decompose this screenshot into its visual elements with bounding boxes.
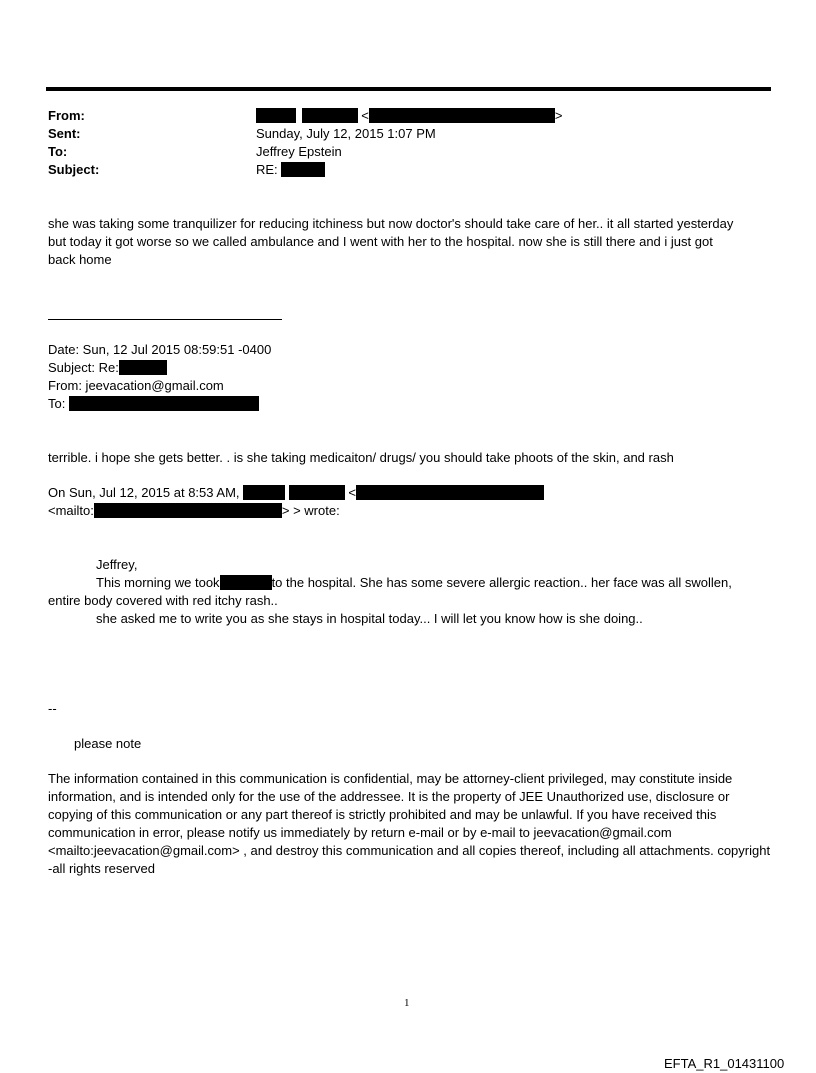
subject-prefix: RE: xyxy=(256,162,278,177)
quoted-subject xyxy=(48,359,167,377)
quoted-date: Date: Sun, 12 Jul 2015 08:59:51 -0400 xyxy=(48,342,272,357)
signature-dashes: -- xyxy=(48,701,57,716)
body-line-1: she was taking some tranquilizer for reducing itchiness but now doctor's should take care of her.. it all started yesterday xyxy=(48,216,734,231)
redaction-block xyxy=(289,485,345,500)
redaction-block xyxy=(94,503,282,518)
redaction-block xyxy=(220,575,272,590)
inner-line-2: entire body covered with red itchy rash.. xyxy=(48,593,278,608)
inner-line-1-suffix: to the hospital. She has some severe allergic reaction.. her face was all swollen, xyxy=(271,575,732,590)
on-wrote-line-1 xyxy=(48,484,544,502)
body-line-3: back home xyxy=(48,252,112,267)
on-prefix: On Sun, Jul 12, 2015 at 8:53 AM, xyxy=(48,485,240,500)
quoted-from: From: jeevacation@gmail.com xyxy=(48,378,224,393)
on-lt: < xyxy=(348,485,356,500)
to-label: To: xyxy=(48,144,68,159)
redaction-block xyxy=(281,162,325,177)
subject-value xyxy=(256,161,325,179)
quote-separator xyxy=(48,319,282,320)
from-label: From: xyxy=(48,108,85,123)
inner-line-1 xyxy=(96,574,732,592)
quoted-to-prefix: To: xyxy=(48,396,66,411)
from-gt: > xyxy=(554,108,563,123)
from-lt: < xyxy=(361,108,369,123)
redaction-block xyxy=(119,360,167,375)
redaction-block xyxy=(302,108,358,123)
subject-label: Subject: xyxy=(48,162,100,177)
redaction-block xyxy=(69,396,259,411)
disclaimer-text: The information contained in this communication is confidential, may be attorney-client privileged, may constitute inside information, and is intended only for the use of the addressee. It is the property of JEE Unauthorized use, disclosure or copying of this communication or any part thereof is strictly prohibited and may be unlawful. If you have received this communication in error, please notify us immediately by return e-mail or by e-mail to jeevacation@gmail.com <mailto:jeevacation@gmail.com> , and destroy this communication and all copies thereof, including all attachments. copyright -all rights reserved xyxy=(48,771,771,876)
redaction-block xyxy=(356,485,544,500)
please-note: please note xyxy=(74,736,142,751)
to-value: Jeffrey Epstein xyxy=(256,144,342,159)
redaction-block xyxy=(243,485,285,500)
mailto-prefix: <mailto: xyxy=(48,503,94,518)
header-top-rule xyxy=(46,87,771,91)
inner-greeting: Jeffrey, xyxy=(96,557,138,572)
quoted-to xyxy=(48,395,259,413)
sent-label: Sent: xyxy=(48,126,81,141)
body-line-2: but today it got worse so we called ambulance and I went with her to the hospital. now she is still there and i just got xyxy=(48,234,713,249)
inner-line-1-prefix: This morning we took xyxy=(96,575,220,590)
sent-value: Sunday, July 12, 2015 1:07 PM xyxy=(256,126,436,141)
on-wrote-line-2 xyxy=(48,502,340,520)
redaction-block xyxy=(256,108,296,123)
quoted-subject-prefix: Subject: Re: xyxy=(48,360,119,375)
inner-line-3: she asked me to write you as she stays in hospital today... I will let you know how is she doing.. xyxy=(96,611,643,626)
from-value xyxy=(256,107,562,125)
mailto-suffix: > > wrote: xyxy=(281,503,340,518)
document-id: EFTA_R1_01431100 xyxy=(664,1056,785,1071)
page-number: 1 xyxy=(404,997,410,1009)
reply-text: terrible. i hope she gets better. . is she taking medicaiton/ drugs/ you should take phoots of the skin, and rash xyxy=(48,450,674,465)
redaction-block xyxy=(369,108,555,123)
